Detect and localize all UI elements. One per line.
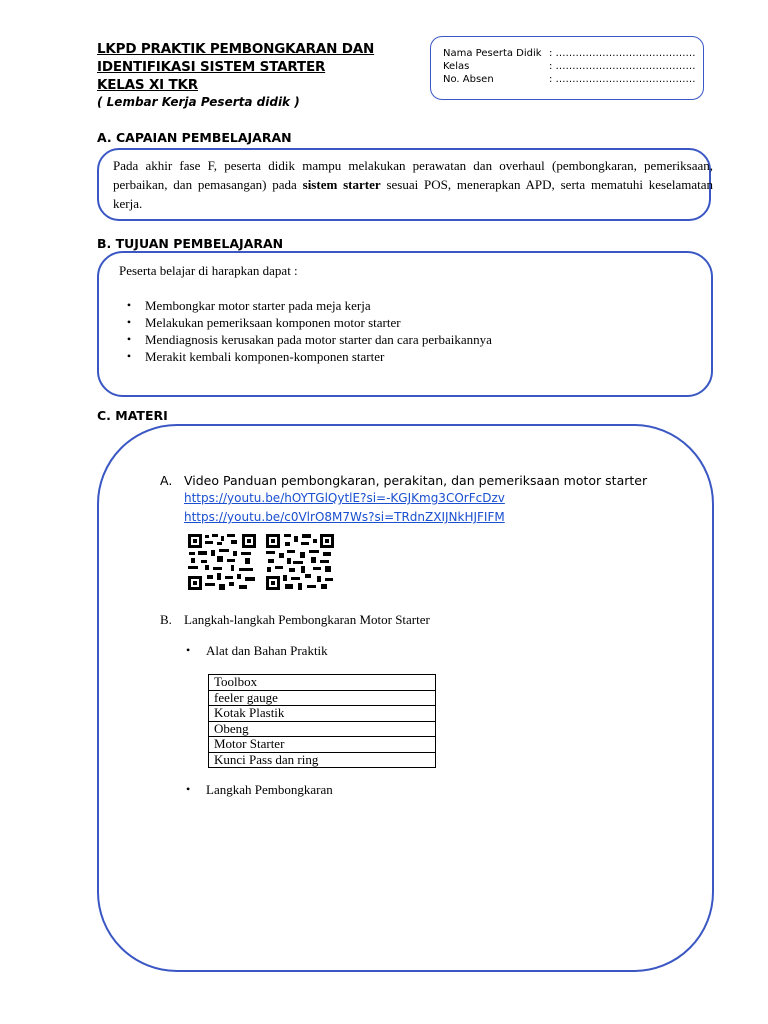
bullet-icon: • (126, 298, 132, 312)
list-item: • Merakit kembali komponen-komponen starter (113, 348, 492, 365)
materi-item-b (160, 612, 430, 628)
table-cell: Obeng (209, 721, 436, 737)
capaian-bold-term: sistem starter (302, 177, 381, 192)
student-identity-box (430, 36, 704, 100)
tujuan-list (113, 297, 492, 365)
identity-label: Kelas (443, 61, 470, 72)
identity-row-number (443, 73, 703, 86)
steps-bullet-label: Langkah Pembongkaran (206, 782, 333, 797)
qr-code-icon[interactable] (265, 533, 335, 591)
tools-bullet (186, 643, 328, 659)
capaian-box (97, 148, 714, 221)
qr-code-icon[interactable] (187, 533, 257, 591)
table-row (209, 721, 436, 737)
title-line-3: KELAS XI TKR (97, 77, 198, 93)
table-cell: Motor Starter (209, 737, 436, 753)
bullet-icon: • (186, 643, 191, 657)
video-link-1[interactable]: https://youtu.be/hOYTGlQytlE?si=-KGJKmg3COrFcDzv (184, 491, 505, 505)
table-row (209, 675, 436, 691)
list-item: • Mendiagnosis kerusakan pada motor starter dan cara perbaikannya (113, 331, 492, 348)
bullet-icon: • (126, 315, 132, 329)
identity-label: Nama Peserta Didik (443, 48, 542, 59)
identity-label: No. Absen (443, 74, 494, 85)
document-subtitle: ( Lembar Kerja Peserta didik ) (97, 95, 300, 109)
steps-bullet (186, 782, 333, 798)
title-line-2: IDENTIFIKASI SISTEM STARTER (97, 59, 326, 75)
list-item: • Membongkar motor starter pada meja kerja (113, 297, 492, 314)
capaian-text: Pada akhir fase F, peserta didik mampu melakukan perawatan dan overhaul (pembongkaran, pemeriksaan, perbaikan, dan pemasangan) pada sistem starter sesuai POS, menerapkan APD, serta mematuhi keselamatan kerja. (113, 158, 714, 211)
table-cell: Toolbox (209, 675, 436, 691)
table-cell: Kunci Pass dan ring (209, 752, 436, 768)
tools-bullet-label: Alat dan Bahan Praktik (206, 643, 328, 658)
item-a-text: Video Panduan pembongkaran, perakitan, dan pemeriksaan motor starter (184, 473, 648, 488)
absen-field[interactable]: : …………………………………… (549, 74, 696, 85)
table-row (209, 752, 436, 768)
item-b-text: Langkah-langkah Pembongkaran Motor Starter (184, 612, 430, 627)
section-b-heading: B. TUJUAN PEMBELAJARAN (97, 236, 284, 251)
tools-table (208, 674, 436, 768)
section-a-heading: A. CAPAIAN PEMBELAJARAN (97, 130, 292, 145)
tujuan-intro: Peserta belajar di harapkan dapat : (119, 263, 298, 278)
bullet-icon: • (126, 349, 132, 363)
list-item: • Melakukan pemeriksaan komponen motor starter (113, 314, 492, 331)
table-row (209, 690, 436, 706)
identity-row-class (443, 60, 703, 73)
materi-item-a (160, 473, 647, 488)
document-title (97, 40, 374, 94)
identity-row-name (443, 47, 703, 60)
bullet-icon: • (186, 782, 191, 796)
tujuan-box (97, 251, 713, 397)
name-field[interactable]: : …………………………………… (549, 48, 696, 59)
item-letter: A. (160, 473, 173, 488)
table-row (209, 706, 436, 722)
title-line-1: LKPD PRAKTIK PEMBONGKARAN DAN (97, 41, 375, 57)
table-cell: Kotak Plastik (209, 706, 436, 722)
class-field[interactable]: : …………………………………… (549, 61, 696, 72)
item-letter: B. (160, 612, 172, 627)
video-link-2[interactable]: https://youtu.be/c0VlrO8M7Ws?si=TRdnZXIJNkHJFIFM (184, 510, 505, 524)
bullet-icon: • (126, 332, 132, 346)
table-row (209, 737, 436, 753)
section-c-heading: C. MATERI (97, 408, 168, 423)
table-cell: feeler gauge (209, 690, 436, 706)
